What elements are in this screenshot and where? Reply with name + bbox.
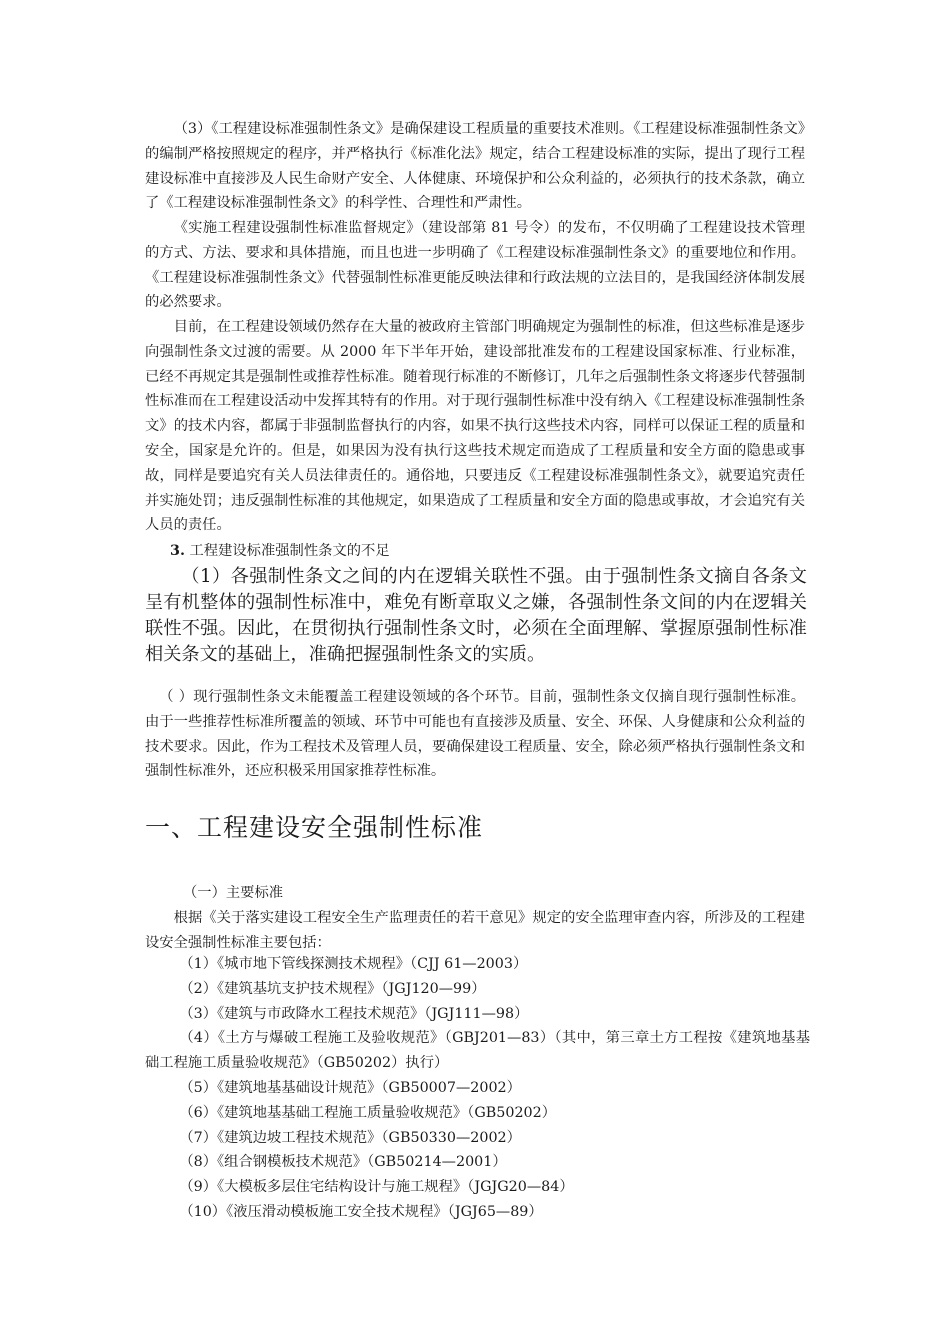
list-item: （8）《组合钢模板技术规范》（GB50214—2001） (179, 1154, 507, 1171)
section-3-number: 3. (170, 543, 185, 559)
section-3-heading (170, 539, 810, 564)
paragraph-3-strong-standards: （3）《工程建设标准强制性条文》是确保建设工程质量的重要技术准则。《工程建设标准强制性条文》的编制严格按照规定的程序，并严格执行《标准化法》规定，结合工程建设标准的实际，提出了现行工程建设标准中直接涉及人民生命财产安全、人体健康、环境保护和公众利益的，必须执行的技术条款，确立了《工程建设标准强制性条文》的科学性、合理性和严肃性。 (145, 121, 805, 212)
list-item: （3）《建筑与市政降水工程技术规范》（JGJ111—98） (179, 1005, 529, 1022)
section-3-title: 工程建设标准强制性条文的不足 (189, 543, 390, 559)
standards-list (145, 952, 810, 1225)
list-item: （4）《土方与爆破工程施工及验收规范》（GBJ201—83）（其中，第三章土方工程按《建筑地基基础工程施工质量验收规范》（GB50202）执行） (145, 1030, 810, 1072)
list-item: （10）《液压滑动模板施工安全技术规程》（JGJ65—89） (179, 1203, 543, 1220)
list-item: （5）《建筑地基基础设计规范》（GB50007—2002） (179, 1079, 521, 1096)
intro-paragraph: 根据《关于落实建设工程安全生产监理责任的若干意见》规定的安全监理审查内容，所涉及的工程建设安全强制性标准主要包括： (145, 910, 805, 951)
paragraph-supervision-regulation: 《实施工程建设强制性标准监督规定》（建设部第 81 号令）的发布，不仅明确了工程建设技术管理的方式、方法、要求和具体措施，而且也进一步明确了《工程建设标准强制性条文》的重要地位和作用。《工程建设标准强制性条文》代替强制性标准更能反映法律和行政法规的立法目的，是我国经济体制发展的必然要求。 (145, 220, 805, 311)
paragraph-large-logic: （1）各强制性条文之间的内在逻辑关联性不强。由于强制性条文摘自各条文呈有机整体的强制性标准中，难免有断章取义之嫌，各强制性条文间的内在逻辑关联性不强。因此，在贯彻执行强制性条文时，必须在全面理解、掌握原强制性标准相关条文的基础上，准确把握强制性条文的实质。 (145, 566, 807, 665)
list-item: （2）《建筑基坑支护技术规程》（JGJ120—99） (179, 980, 486, 997)
list-item: （7）《建筑边坡工程技术规范》（GB50330—2002） (179, 1129, 521, 1146)
subheading-main-standards: （一）主要标准 (183, 885, 284, 901)
section-heading-safety-standards: 一、工程建设安全强制性标准 (145, 813, 484, 842)
list-item: （9）《大模板多层住宅结构设计与施工规程》（JGJG20—84） (179, 1179, 574, 1196)
paragraph-coverage: （ ）现行强制性条文未能覆盖工程建设领域的各个环节。目前，强制性条文仅摘自现行强制性标准。由于一些推荐性标准所覆盖的领域、环节中可能也有直接涉及质量、安全、环保、人身健康和公众利益的技术要求。因此，作为工程技术及管理人员，要确保建设工程质量、安全，除必须严格执行强制性条文和强制性标准外，还应积极采用国家推荐性标准。 (145, 689, 805, 780)
paragraph-current-status: 目前，在工程建设领域仍然存在大量的被政府主管部门明确规定为强制性的标准，但这些标准是逐步向强制性条文过渡的需要。从 2000 年下半年开始，建设部批准发布的工程建设国家标准、行业标准，已经不再规定其是强制性或推荐性标准。随着现行标准的不断修订，几年之后强制性条文将逐步代替强制性标准而在工程建设活动中发挥其特有的作用。对于现行强制性标准中没有纳入《工程建设标准强制性条文》的技术内容，都属于非强制监督执行的内容，如果不执行这些技术内容，同样可以保证工程的质量和安全，国家是允许的。但是，如果因为没有执行这些技术规定而造成了工程质量和安全方面的隐患或事故，同样是要追究有关人员法律责任的。通俗地，只要违反《工程建设标准强制性条文》，就要追究责任并实施处罚；违反强制性标准的其他规定，如果造成了工程质量和安全方面的隐患或事故，才会追究有关人员的责任。 (145, 319, 805, 534)
list-item: （6）《建筑地基基础工程施工质量验收规范》（GB50202） (179, 1104, 557, 1121)
list-item: （1）《城市地下管线探测技术规程》（CJJ 61—2003） (179, 956, 528, 972)
